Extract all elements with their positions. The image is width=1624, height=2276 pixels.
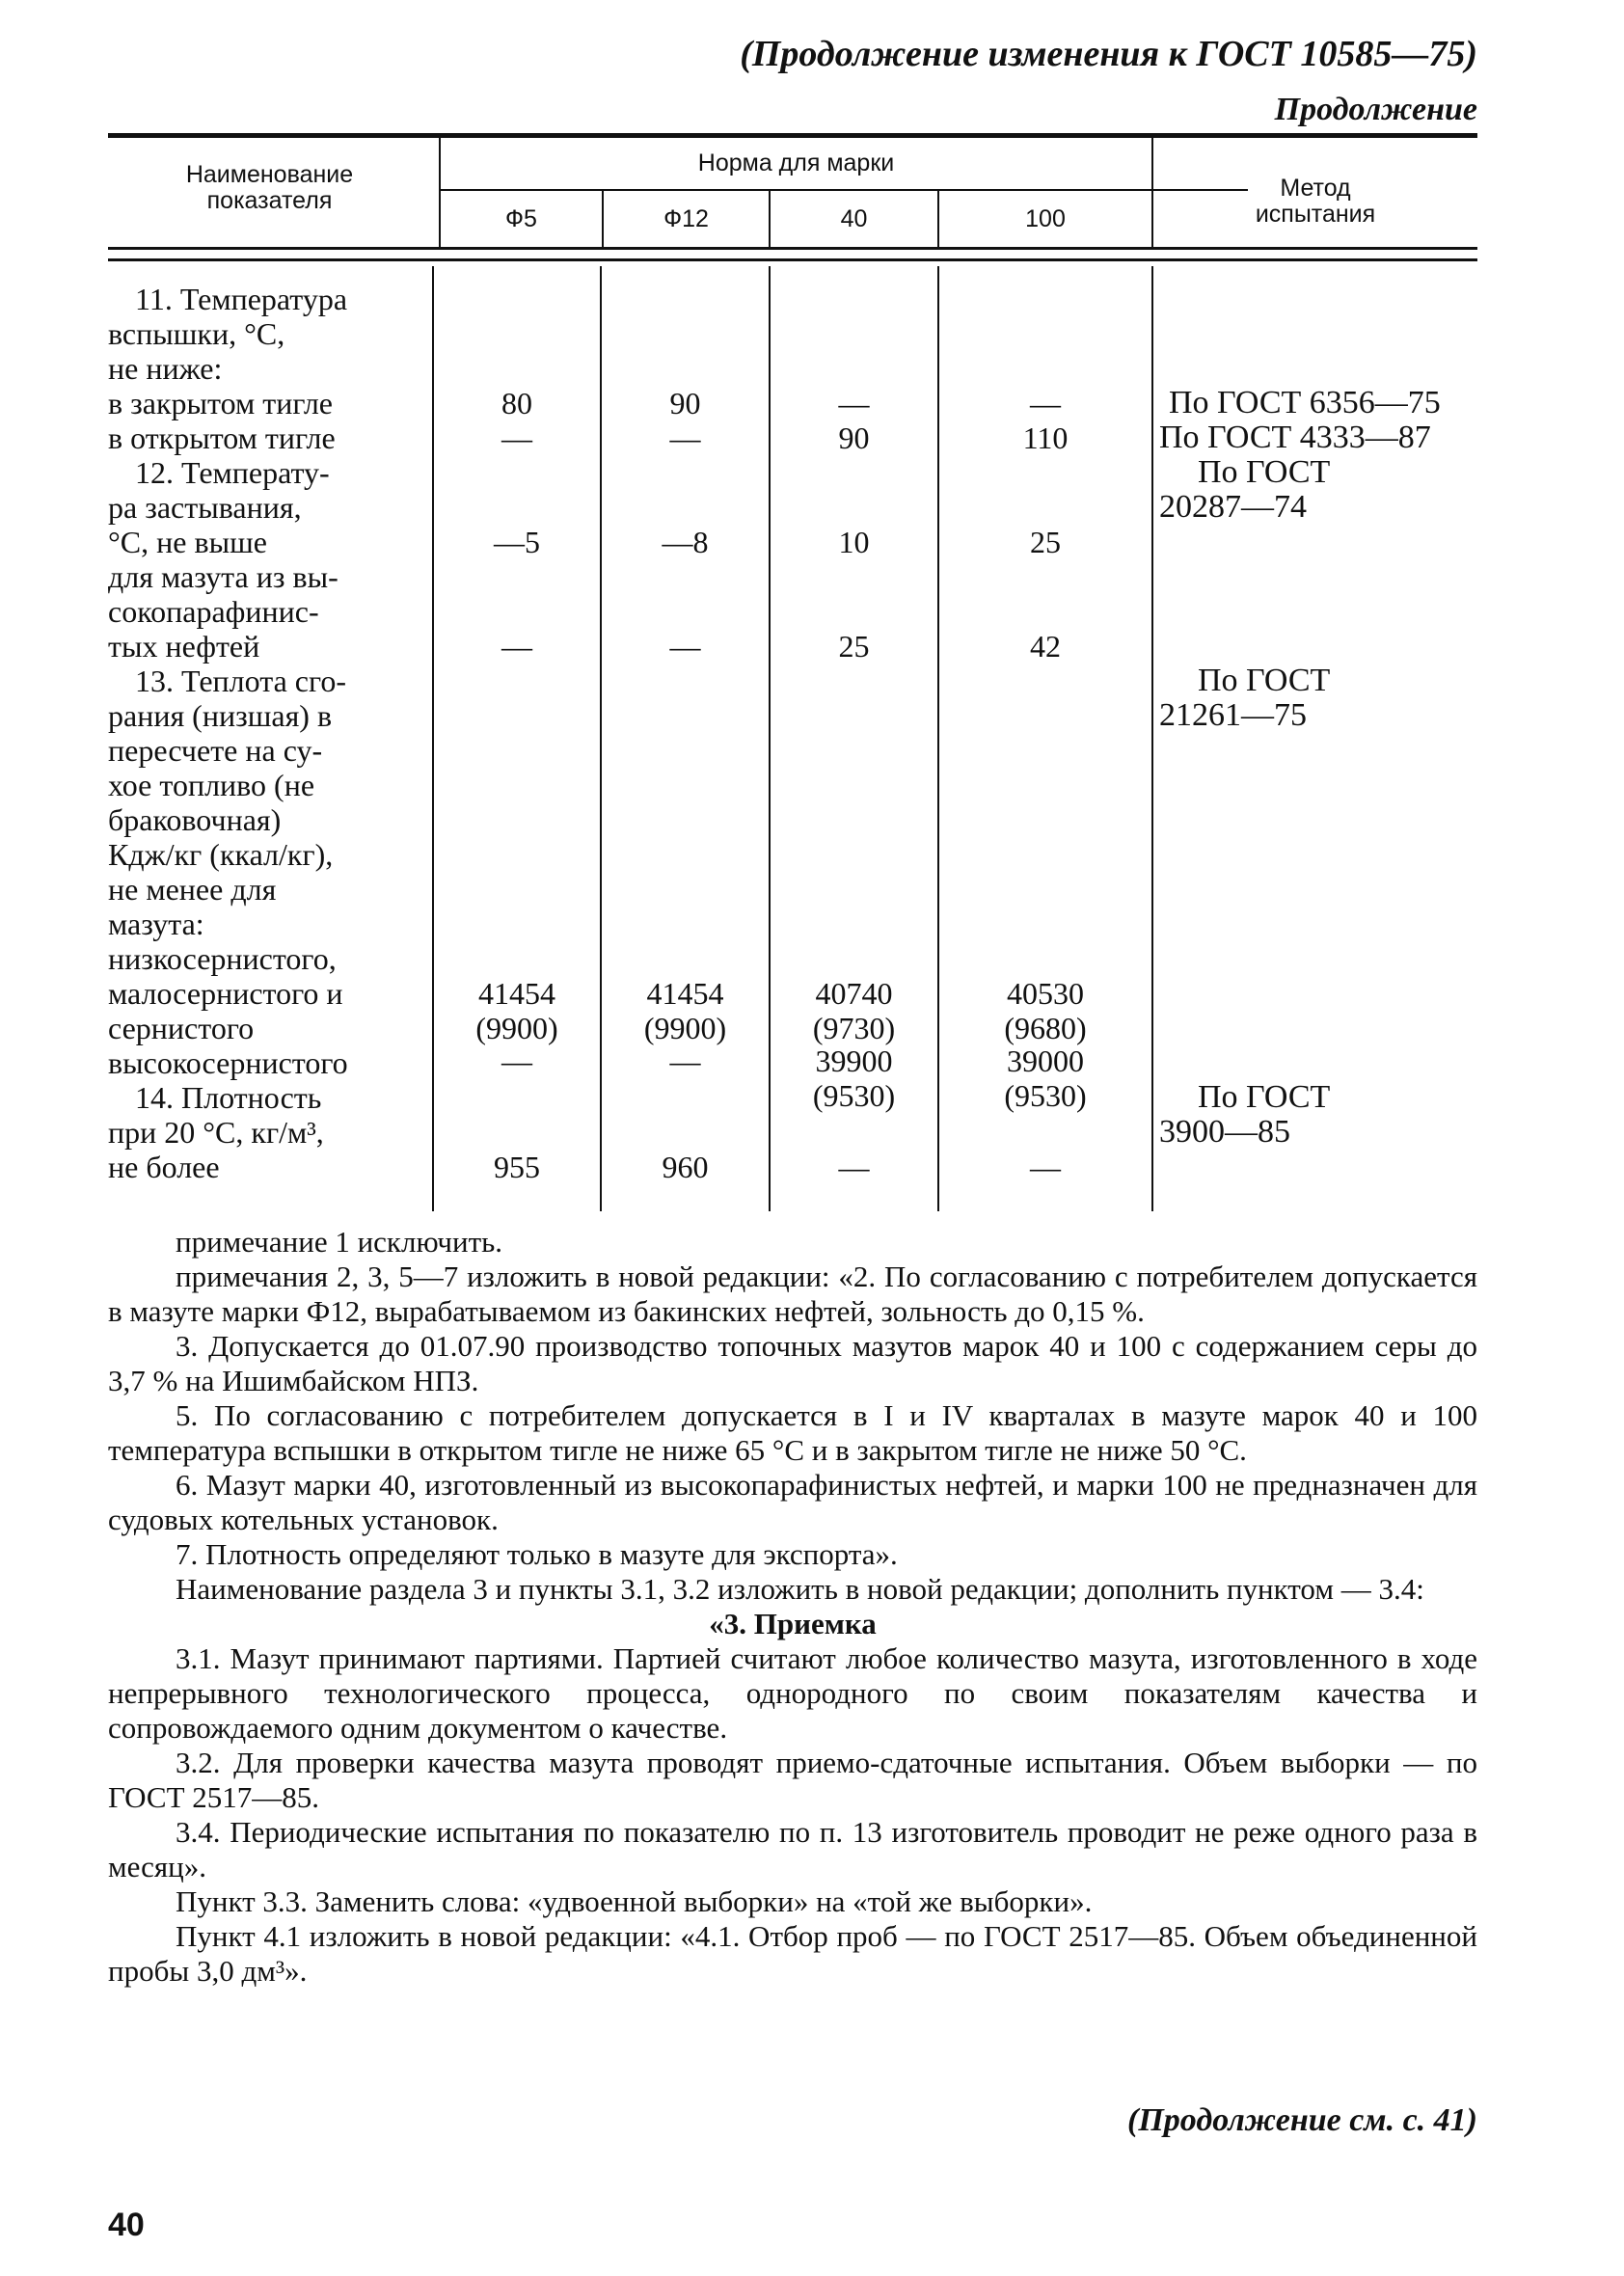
name-line: низкосернистого, — [108, 941, 337, 976]
paragraph: 3.1. Мазут принимают партиями. Партией считают любое количество мазута, изготовленного в ходе непрерывного технологического процесса, однородного по своим показателям качества и сопровождаемого одним документом о качестве. — [108, 1641, 1477, 1745]
cell-f5-paraffin: — — [501, 629, 532, 664]
method-pour-label: По ГОСТ — [1198, 454, 1331, 490]
method-density-label: По ГОСТ — [1198, 1079, 1331, 1115]
method-flash-open: По ГОСТ 4333—87 — [1159, 420, 1431, 455]
header-norm: Норма для марки — [697, 149, 895, 176]
name-line: тых нефтей — [108, 629, 260, 664]
cell-100-high-sulfur: 39000 — [1007, 1043, 1084, 1078]
method-heat-label: По ГОСТ — [1198, 663, 1331, 698]
name-line: в открытом тигле — [108, 420, 336, 455]
cell-100-open: 110 — [1022, 420, 1069, 455]
header-method-col — [1153, 176, 1477, 228]
name-line: Кдж/кг (ккал/кг), — [108, 837, 334, 872]
name-line: для мазута из вы- — [108, 559, 338, 594]
name-line: не менее для — [108, 872, 277, 907]
paragraph: 6. Мазут марки 40, изготовленный из высокопарафинистых нефтей, и марки 100 не предназначен для судовых котельных установок. — [108, 1468, 1477, 1536]
cell-40-paraffin: 25 — [838, 629, 870, 664]
cell-f5-pour: —5 — [494, 525, 540, 559]
header-text: Наименование — [185, 161, 354, 188]
indicator-names — [108, 282, 426, 1184]
paragraph: Наименование раздела 3 и пункты 3.1, 3.2 изложить в новой редакции; дополнить пунктом — 3.4: — [176, 1572, 1424, 1606]
name-line: хое топливо (не — [108, 768, 315, 802]
cell-100-closed: — — [1030, 386, 1061, 420]
name-line: при 20 °С, кг/м³, — [108, 1115, 324, 1150]
cell-f5-heat: 41454 — [478, 976, 555, 1011]
header-grade-100: 100 — [1025, 205, 1066, 232]
header-text: Метод — [1280, 175, 1351, 202]
paragraph: 7. Плотность определяют только в мазуте для экспорта». — [176, 1537, 898, 1571]
amendment-text — [108, 1225, 1477, 1989]
cell-100-pour: 25 — [1030, 525, 1061, 559]
cell-f12-high-sulfur: — — [669, 1043, 701, 1078]
paragraph: примечания 2, 3, 5—7 изложить в новой редакции: «2. По согласованию с потребителем допускается в мазуте марки Ф12, вырабатываемом из бакинских нефтей, зольность до 0,15 %. — [108, 1260, 1477, 1328]
cell-40-open: 90 — [838, 420, 870, 455]
paragraph: Пункт 3.3. Заменить слова: «удвоенной выборки» на «той же выборки». — [176, 1884, 1093, 1918]
cell-f12-pour: —8 — [662, 525, 709, 559]
norm-subheader-rule — [441, 189, 1248, 191]
cell-100-heat: 40530 — [1007, 976, 1084, 1011]
name-line: браковочная) — [108, 802, 282, 837]
specification-table — [108, 133, 1477, 1211]
table-header-rule — [108, 247, 1477, 250]
cell-f12-heat: 41454 — [646, 976, 724, 1011]
table-header-rule-2 — [108, 258, 1477, 261]
header-grade-f12: Ф12 — [663, 205, 709, 232]
method-flash-closed: По ГОСТ 6356—75 — [1169, 385, 1441, 420]
cell-f5-high-sulfur: — — [501, 1043, 532, 1078]
name-line: °С, не выше — [108, 525, 267, 559]
cell-100-high-sulfur-kcal: (9530) — [1004, 1078, 1087, 1113]
cell-100-heat-kcal: (9680) — [1004, 1011, 1087, 1045]
header-name-col — [108, 162, 431, 214]
method-heat-number: 21261—75 — [1159, 697, 1307, 733]
cell-40-high-sulfur: 39900 — [815, 1043, 893, 1078]
name-line: сернистого — [108, 1011, 255, 1045]
paragraph: примечание 1 исключить. — [176, 1225, 503, 1259]
continued-note: (Продолжение см. с. 41) — [1127, 2102, 1477, 2138]
name-line: вспышки, °С, — [108, 316, 285, 351]
cell-f5-heat-kcal: (9900) — [475, 1011, 558, 1045]
name-line: рания (низшая) в — [108, 698, 333, 733]
name-line: ра застывания, — [108, 490, 302, 525]
name-line: 12. Температу- — [135, 455, 330, 490]
cell-f12-density: 960 — [662, 1150, 709, 1184]
paragraph: Пункт 4.1 изложить в новой редакции: «4.1. Отбор проб — по ГОСТ 2517—85. Объем объединенной пробы 3,0 дм³». — [108, 1919, 1477, 1988]
name-line: малосернистого и — [108, 976, 343, 1011]
name-line: 14. Плотность — [135, 1080, 322, 1115]
cell-40-heat-kcal: (9730) — [812, 1011, 896, 1045]
cell-f12-heat-kcal: (9900) — [643, 1011, 727, 1045]
paragraph: 3. Допускается до 01.07.90 производство топочных мазутов марок 40 и 100 с содержанием серы до 3,7 % на Ишимбайском НПЗ. — [108, 1329, 1477, 1397]
cell-40-density: — — [838, 1150, 870, 1184]
paragraph: 3.4. Периодические испытания по показателю по п. 13 изготовитель проводит не реже одного раза в месяц». — [108, 1815, 1477, 1883]
cell-f5-density: 955 — [494, 1150, 540, 1184]
body-vline — [1151, 266, 1153, 1211]
cell-100-paraffin: 42 — [1030, 629, 1061, 664]
paragraph: 5. По согласованию с потребителем допускается в I и IV кварталах в мазуте марок 40 и 100 температура вспышки в открытом тигле не ниже 65 °С и в закрытом тигле не ниже 50 °С. — [108, 1398, 1477, 1467]
table-top-rule — [108, 133, 1477, 138]
header-grade-f5: Ф5 — [505, 205, 537, 232]
name-line: в закрытом тигле — [108, 386, 333, 420]
paragraph: 3.2. Для проверки качества мазута проводят приемо-сдаточные испытания. Объем выборки — по ГОСТ 2517—85. — [108, 1746, 1477, 1814]
cell-f12-closed: 90 — [669, 386, 701, 420]
cell-40-high-sulfur-kcal: (9530) — [812, 1078, 896, 1113]
name-line: не ниже: — [108, 351, 223, 386]
name-line: пересчете на су- — [108, 733, 323, 768]
prodolzhenie-label: Продолжение — [1274, 92, 1477, 127]
name-line: высокосернистого — [108, 1045, 348, 1080]
name-line: не более — [108, 1150, 220, 1184]
continuation-header: (Продолжение изменения к ГОСТ 10585—75) — [740, 34, 1477, 74]
method-pour-number: 20287—74 — [1159, 489, 1307, 525]
cell-40-heat: 40740 — [815, 976, 893, 1011]
header-text: испытания — [1255, 201, 1376, 228]
cell-f5-open: — — [501, 420, 532, 455]
section-heading: «3. Приемка — [709, 1607, 877, 1640]
name-line: сокопарафинис- — [108, 594, 319, 629]
header-text: показателя — [206, 187, 333, 214]
document-page — [108, 29, 1477, 2243]
method-density-number: 3900—85 — [1159, 1114, 1290, 1150]
cell-f12-paraffin: — — [669, 629, 701, 664]
page-number: 40 — [108, 2207, 145, 2243]
cell-40-closed: — — [838, 386, 870, 420]
cell-f5-closed: 80 — [501, 386, 532, 420]
cell-f12-open: — — [669, 420, 701, 455]
cell-100-density: — — [1030, 1150, 1061, 1184]
name-line: 13. Теплота сго- — [135, 664, 346, 698]
header-grade-40: 40 — [840, 205, 868, 232]
name-line: 11. Температура — [135, 282, 348, 316]
cell-40-pour: 10 — [838, 525, 870, 559]
name-line: мазута: — [108, 907, 204, 941]
